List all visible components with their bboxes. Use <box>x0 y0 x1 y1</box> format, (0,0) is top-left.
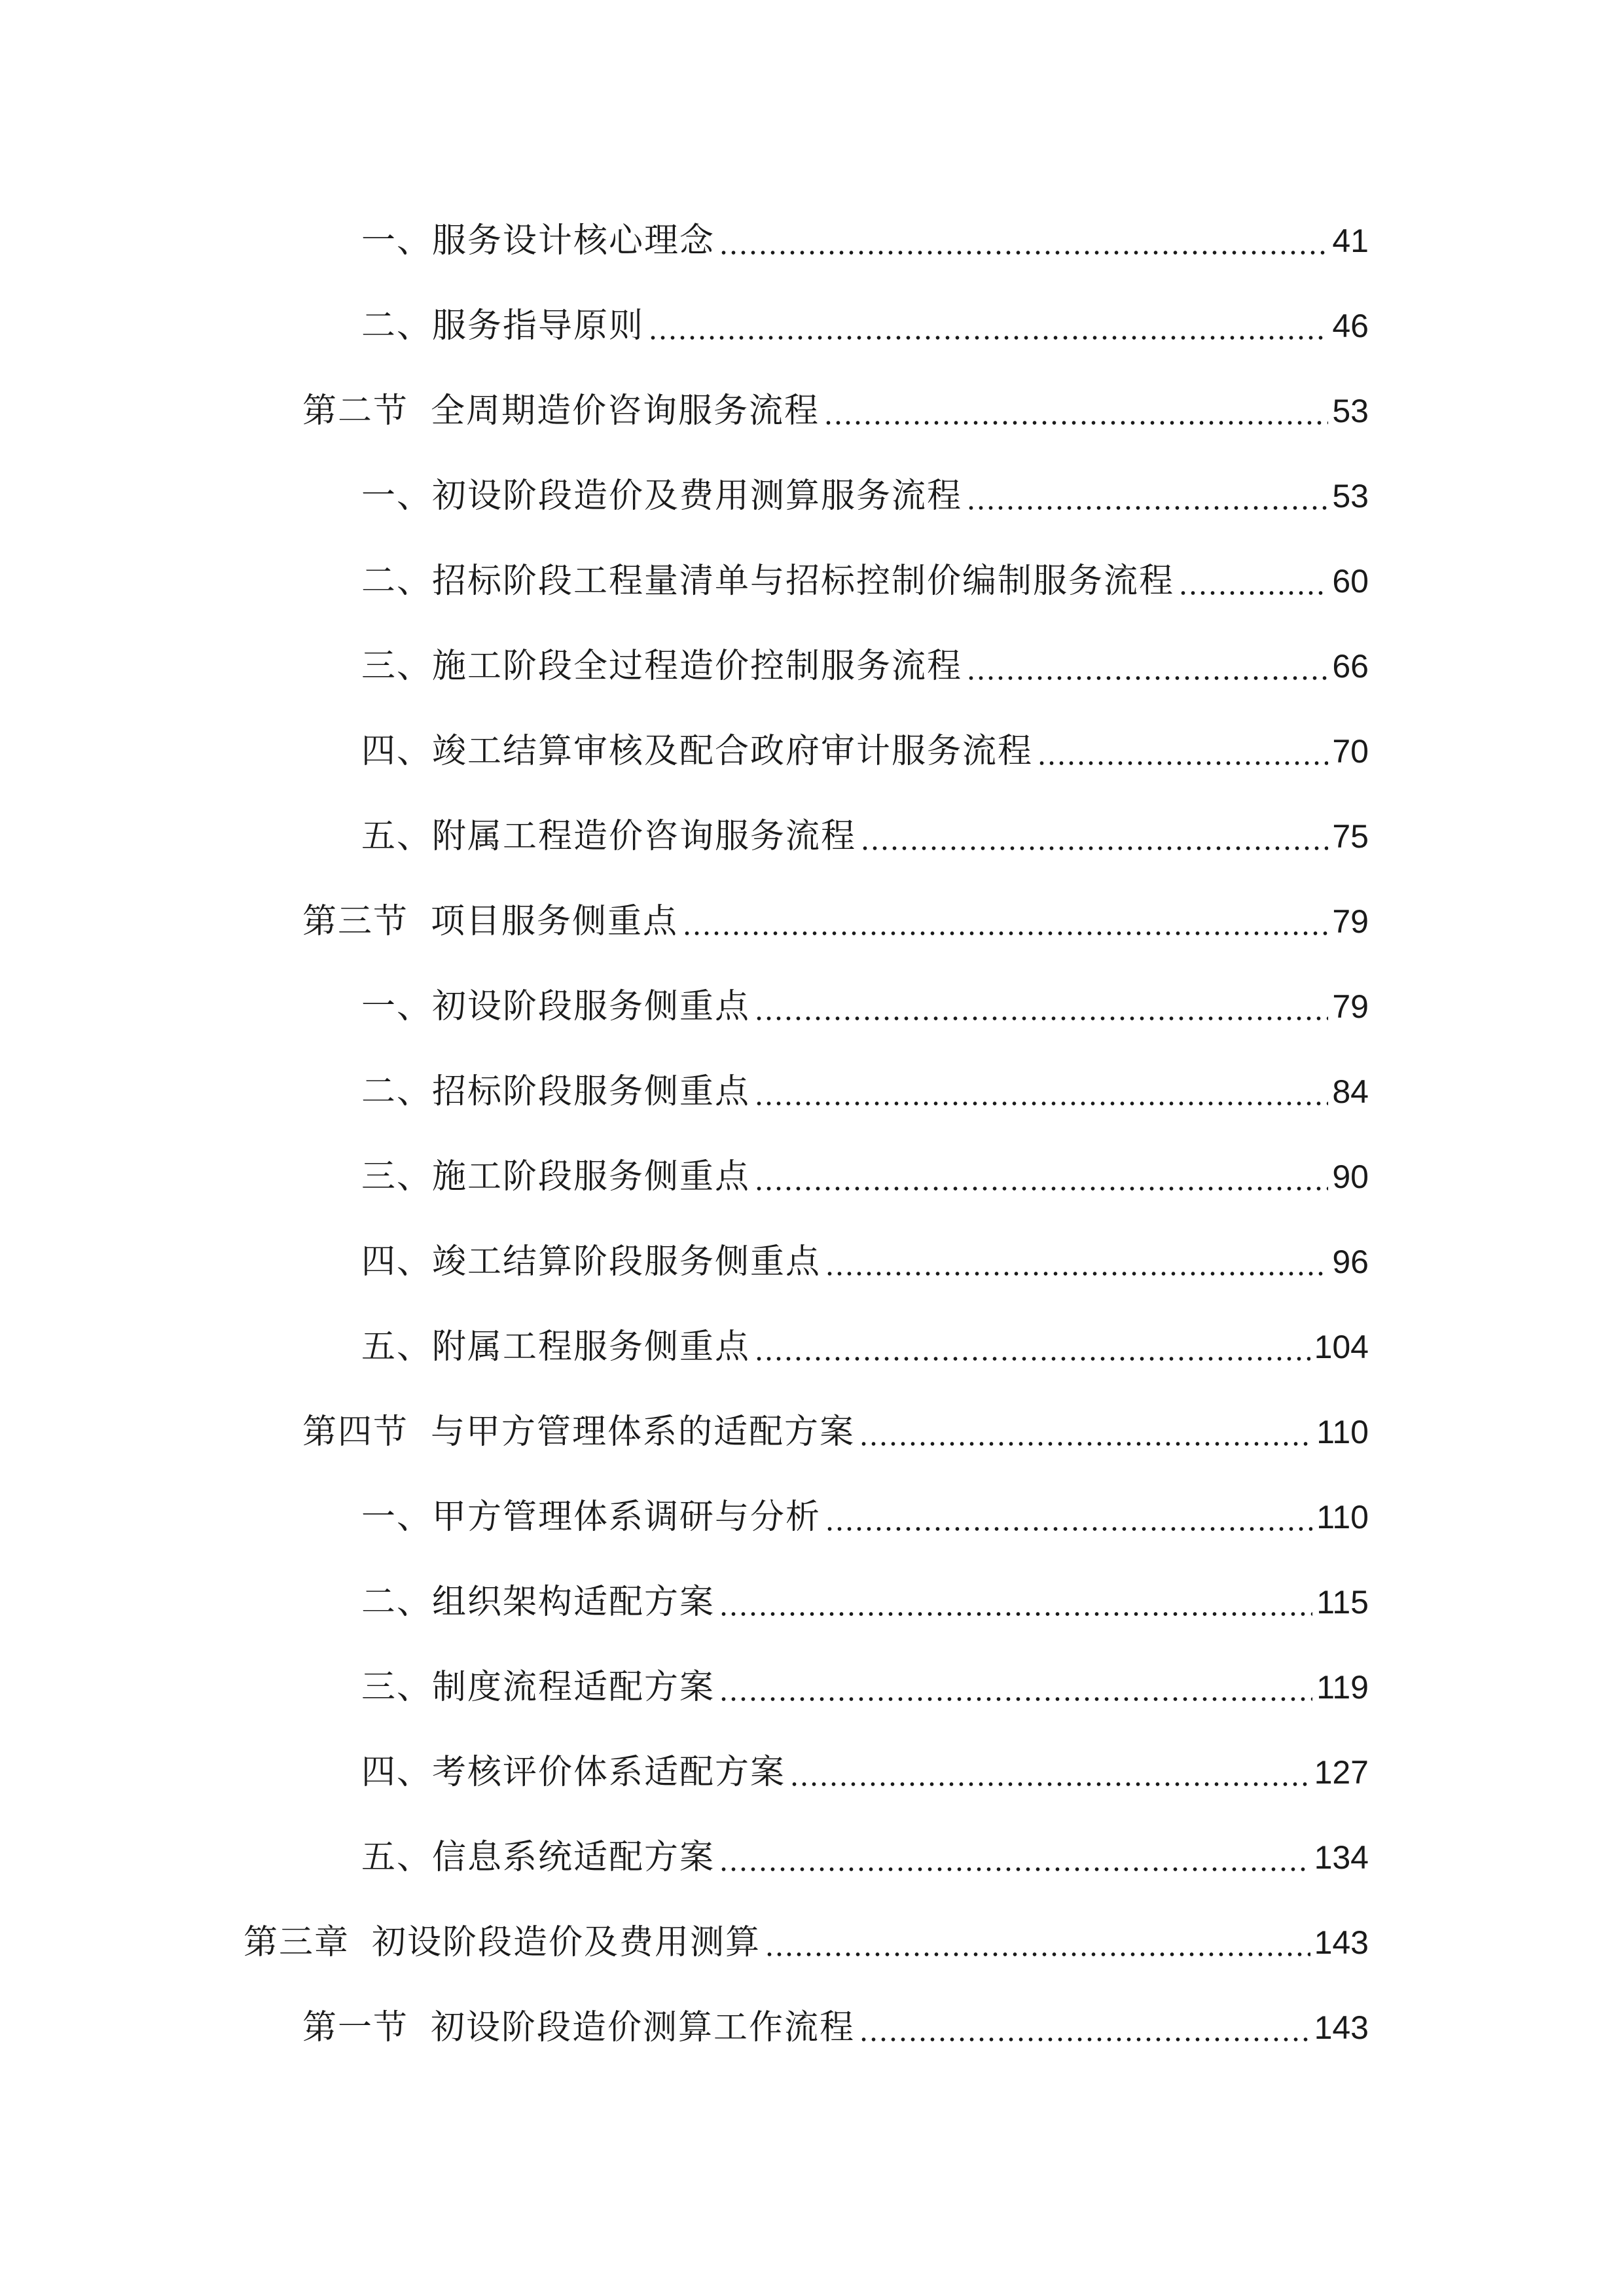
dot-leader <box>719 1867 1310 1871</box>
toc-page-number: 119 <box>1316 1669 1369 1706</box>
toc-page-number: 46 <box>1332 308 1369 344</box>
dot-leader <box>719 251 1328 255</box>
toc-entry[interactable] <box>361 1661 1369 1713</box>
toc-entry-title: 五、附属工程造价咨询服务流程 <box>361 817 857 856</box>
dot-leader <box>966 506 1328 510</box>
toc-entry[interactable] <box>361 1066 1369 1118</box>
toc-entry[interactable] <box>361 215 1369 267</box>
toc-section-label: 第三节 <box>302 902 409 941</box>
dot-leader <box>966 676 1328 680</box>
dot-leader <box>765 1952 1310 1956</box>
toc-entry-title: 二、组织架构适配方案 <box>361 1583 715 1622</box>
toc-section-title: 全周期造价咨询服务流程 <box>431 391 820 431</box>
toc-entry-title: 三、施工阶段全过程造价控制服务流程 <box>361 647 963 686</box>
toc-section-title: 与甲方管理体系的适配方案 <box>431 1412 856 1452</box>
toc-entry-title <box>302 385 820 437</box>
dot-leader <box>859 2037 1310 2041</box>
toc-page-number: 53 <box>1332 393 1369 429</box>
dot-leader <box>719 1697 1312 1701</box>
toc-entry[interactable] <box>361 1576 1369 1628</box>
toc-entry[interactable] <box>361 1236 1369 1288</box>
dot-leader <box>789 1782 1310 1786</box>
toc-entry[interactable] <box>361 810 1369 863</box>
toc-entry-title <box>302 895 678 948</box>
toc-page-number: 143 <box>1314 2009 1369 2046</box>
toc-entry[interactable] <box>361 980 1369 1033</box>
toc-entry-title <box>302 1406 855 1458</box>
dot-leader <box>859 1442 1312 1446</box>
dot-leader <box>823 421 1328 425</box>
toc-section-title: 初设阶段造价测算工作流程 <box>431 2008 856 2047</box>
toc-page-number: 60 <box>1332 563 1369 600</box>
toc-entry[interactable] <box>361 725 1369 778</box>
toc-entry-title: 二、招标阶段工程量清单与招标控制价编制服务流程 <box>361 562 1175 601</box>
dot-leader <box>1178 591 1328 595</box>
toc-entry-title: 四、竣工结算审核及配合政府审计服务流程 <box>361 732 1034 771</box>
dot-leader <box>648 336 1328 340</box>
toc-entry-title: 二、服务指导原则 <box>361 306 645 346</box>
toc-entry-title <box>244 1916 761 1969</box>
toc-entry[interactable] <box>361 1831 1369 1884</box>
toc-entry[interactable] <box>361 470 1369 522</box>
toc-page-number: 75 <box>1332 818 1369 855</box>
toc-entry[interactable] <box>302 385 1369 437</box>
toc-entry[interactable] <box>361 1151 1369 1203</box>
toc-entry-title: 四、竣工结算阶段服务侧重点 <box>361 1242 821 1282</box>
toc-page-number: 96 <box>1332 1244 1369 1280</box>
toc-entry[interactable] <box>361 300 1369 352</box>
toc-entry-title: 一、初设阶段服务侧重点 <box>361 987 751 1026</box>
dot-leader <box>719 1612 1312 1616</box>
toc-page-number: 110 <box>1316 1414 1369 1450</box>
toc-page-number: 66 <box>1332 648 1369 685</box>
toc-page-number: 104 <box>1314 1329 1369 1365</box>
dot-leader <box>825 1272 1328 1276</box>
toc-page-number: 79 <box>1332 903 1369 940</box>
toc-entry-title: 二、招标阶段服务侧重点 <box>361 1072 751 1111</box>
toc-page-number: 84 <box>1332 1073 1369 1110</box>
toc-entry[interactable] <box>244 1916 1369 1969</box>
dot-leader <box>860 846 1328 850</box>
dot-leader <box>754 1357 1310 1361</box>
toc-entry[interactable] <box>361 555 1369 607</box>
toc-entry-title: 三、制度流程适配方案 <box>361 1668 715 1707</box>
toc-entry-title: 一、甲方管理体系调研与分析 <box>361 1498 821 1537</box>
toc-entry[interactable] <box>361 1491 1369 1543</box>
dot-leader <box>754 1102 1328 1105</box>
toc-page-number: 70 <box>1332 733 1369 770</box>
toc-section-label: 第二节 <box>302 391 409 431</box>
toc-page-number: 90 <box>1332 1158 1369 1195</box>
toc-chapter-title: 初设阶段造价及费用测算 <box>372 1923 761 1962</box>
toc-page-number: 143 <box>1314 1924 1369 1961</box>
toc-page-number: 79 <box>1332 988 1369 1025</box>
toc-section-label: 第一节 <box>302 2008 409 2047</box>
toc-entry-title: 一、初设阶段造价及费用测算服务流程 <box>361 476 963 516</box>
toc-page-number: 41 <box>1332 223 1369 259</box>
toc-entry-title: 五、信息系统适配方案 <box>361 1838 715 1877</box>
toc-page-number: 110 <box>1316 1499 1369 1535</box>
dot-leader <box>1037 761 1328 765</box>
toc-chapter-label: 第三章 <box>244 1923 350 1962</box>
toc-entry[interactable] <box>302 895 1369 948</box>
dot-leader <box>682 931 1328 935</box>
toc-entry-title: 一、服务设计核心理念 <box>361 221 715 260</box>
toc-entry[interactable] <box>302 1406 1369 1458</box>
toc-page-number: 53 <box>1332 478 1369 514</box>
toc-entry-title: 四、考核评价体系适配方案 <box>361 1753 786 1792</box>
toc-entry-title: 五、附属工程服务侧重点 <box>361 1327 751 1367</box>
toc-page-number: 134 <box>1314 1839 1369 1876</box>
dot-leader <box>825 1527 1312 1531</box>
dot-leader <box>754 1187 1328 1191</box>
toc-entry[interactable] <box>302 2001 1369 2054</box>
toc-entry[interactable] <box>361 1321 1369 1373</box>
toc-page-number: 115 <box>1316 1584 1369 1621</box>
dot-leader <box>754 1016 1328 1020</box>
toc-section-label: 第四节 <box>302 1412 409 1452</box>
toc-entry-title <box>302 2001 855 2054</box>
toc-section-title: 项目服务侧重点 <box>431 902 679 941</box>
toc-entry[interactable] <box>361 1746 1369 1799</box>
toc-entry-title: 三、施工阶段服务侧重点 <box>361 1157 751 1196</box>
toc-page-number: 127 <box>1314 1754 1369 1791</box>
toc-entry[interactable] <box>361 640 1369 692</box>
